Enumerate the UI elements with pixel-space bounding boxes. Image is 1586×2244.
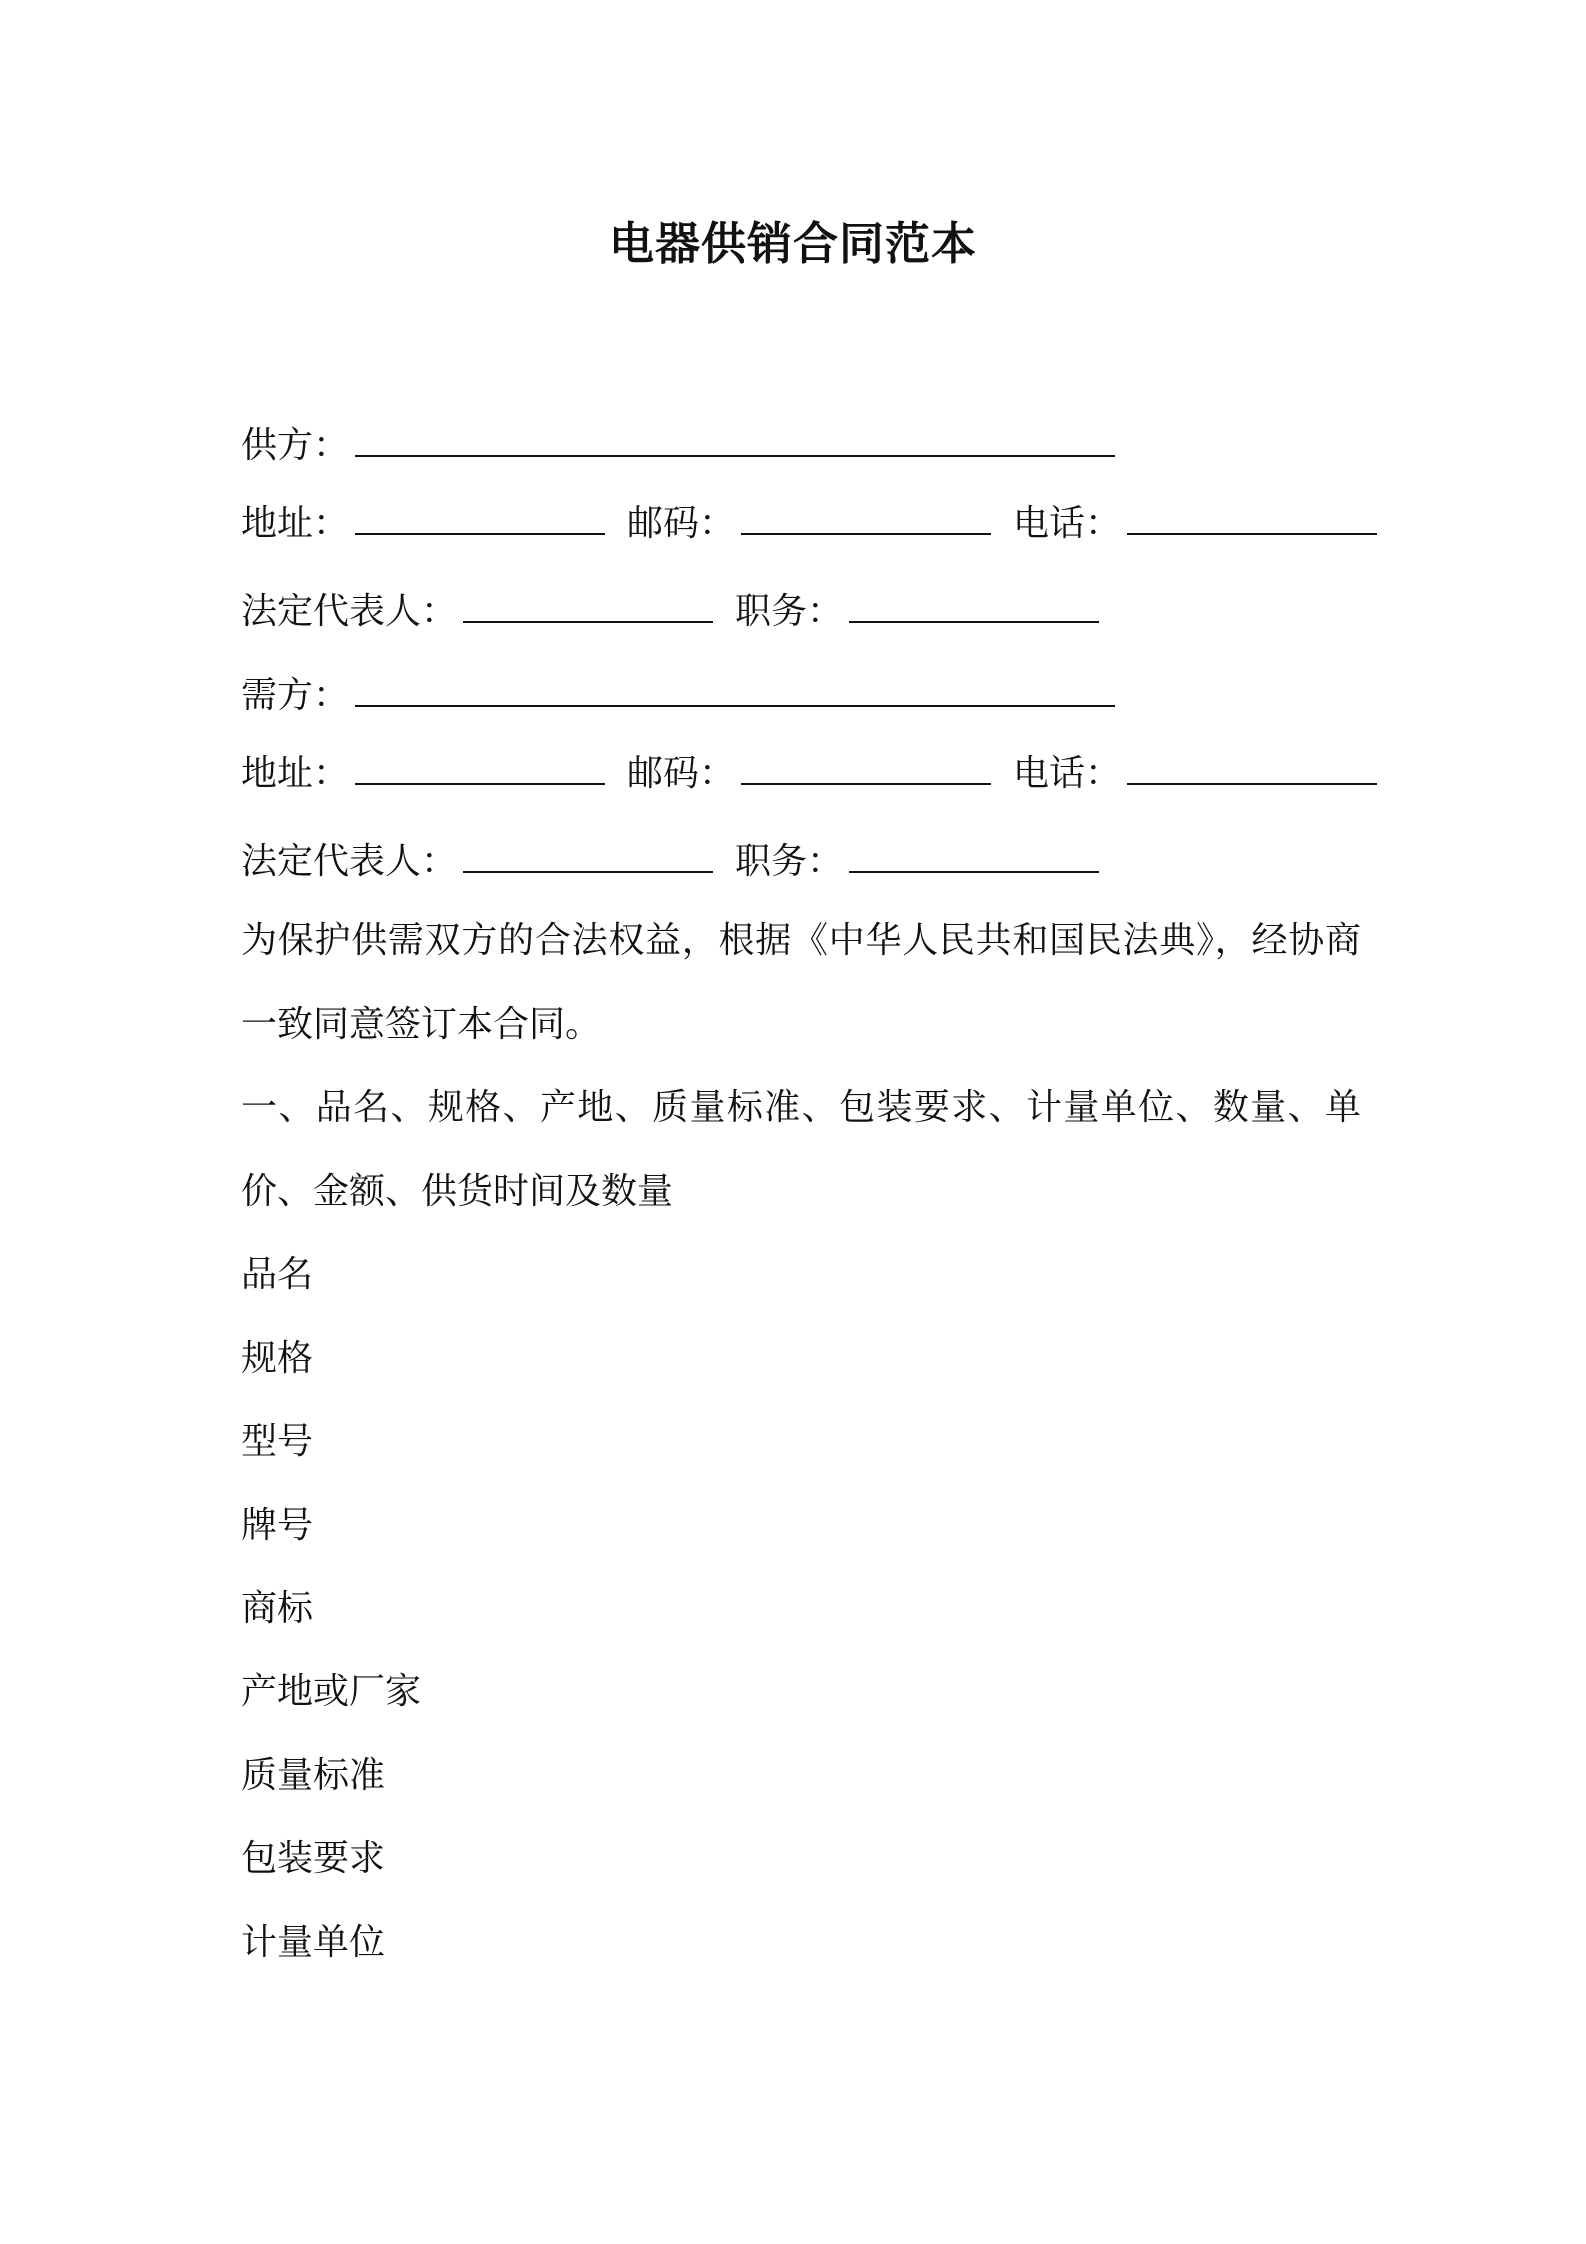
supplier-party-blank[interactable] [355,421,1115,457]
buyer-phone-blank[interactable] [1127,749,1377,785]
buyer-phone-label: 电话： [1013,753,1122,794]
supplier-legal-rep-blank[interactable] [463,587,713,623]
item-label: 产地或厂家 [241,1671,422,1712]
item-label: 包装要求 [241,1838,386,1879]
item-label: 商标 [241,1588,314,1629]
supplier-party-line [241,420,1115,472]
buyer-legal-rep-label: 法定代表人： [241,841,458,882]
buyer-address-label: 地址： [241,753,350,794]
buyer-legal-rep-blank[interactable] [463,837,713,873]
supplier-phone-blank[interactable] [1127,499,1377,535]
supplier-postcode-label: 邮码： [627,503,736,544]
buyer-position-label: 职务： [735,841,844,882]
buyer-postcode-blank[interactable] [741,749,991,785]
buyer-party-line [241,670,1115,722]
supplier-legal-rep-label: 法定代表人： [241,591,458,632]
buyer-postcode-label: 邮码： [627,753,736,794]
item-label: 型号 [241,1421,314,1462]
document-title: 电器供销合同范本 [608,217,977,270]
buyer-party-blank[interactable] [355,671,1115,707]
supplier-phone-label: 电话： [1013,503,1122,544]
item-label: 质量标准 [241,1755,386,1796]
buyer-rep-line [241,836,1099,888]
buyer-address-blank[interactable] [355,749,605,785]
buyer-position-blank[interactable] [849,837,1099,873]
supplier-address-blank[interactable] [355,499,605,535]
item-label: 规格 [241,1338,314,1379]
buyer-contact-line [241,748,1377,800]
section-1-heading: 一、品名、规格、产地、质量标准、包装要求、计量单位、数量、单价、金额、供货时间及数量 [241,1087,1361,1212]
supplier-party-label: 供方： [241,425,350,466]
supplier-contact-line [241,498,1377,550]
buyer-party-label: 需方： [241,675,350,716]
supplier-position-label: 职务： [735,591,844,632]
intro-paragraph: 为保护供需双方的合法权益，根据《中华人民共和国民法典》，经协商一致同意签订本合同。 [241,920,1361,1045]
supplier-address-label: 地址： [241,503,350,544]
supplier-position-blank[interactable] [849,587,1099,623]
item-label: 品名 [241,1254,314,1295]
item-label: 计量单位 [241,1922,386,1963]
item-label: 牌号 [241,1505,314,1546]
supplier-rep-line [241,586,1099,638]
supplier-postcode-blank[interactable] [741,499,991,535]
